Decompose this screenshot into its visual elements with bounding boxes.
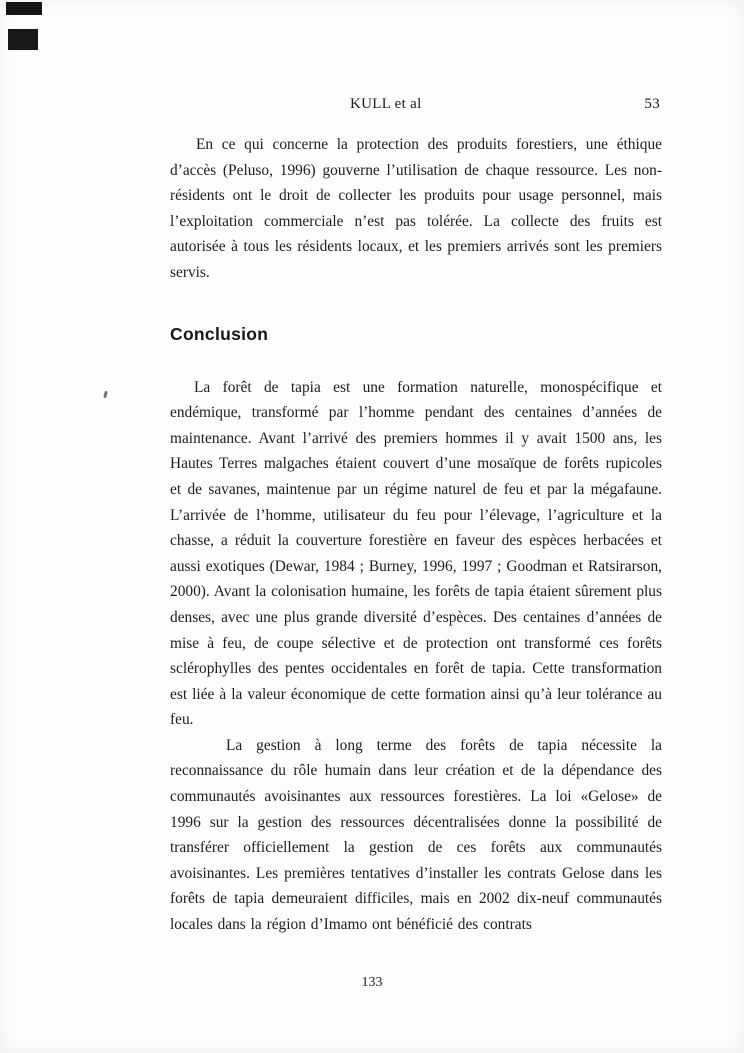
- paragraph-conclusion-2: La gestion à long terme des forêts de tapia nécessite la reconnaissance du rôle humain dans leur création et de la dépendance des communautés avoisinantes aux ressources forestières. La loi «Gelose» de 1996 sur la gestion des ressources décentralisées donne la possibilité de transférer officiellement la gestion de ces forêts aux communautés avoisinantes. Les premières tentatives d’installer les contrats Gelose dans les forêts de tapia demeuraient difficiles, mais en 2002 dix-neuf communautés locales dans la région d’Imamo ont bénéficié des contrats: [170, 736, 662, 934]
- scan-artifact-mark: [6, 2, 42, 15]
- page-body: [170, 132, 662, 938]
- paragraph-conclusion-1: La forêt de tapia est une formation naturelle, monospécifique et endémique, transformé par l’homme pendant des centaines d’années de maintenance. Avant l’arrivé des premiers hommes il y avait 1500 ans, les Hautes Terres malgaches étaient couvert d’une mosaïque de forêts rupicoles et de savanes, maintenue par un régime naturel de feu et par la mégafaune. L’arrivée de l’homme, utilisateur du feu pour l’élevage, l’agriculture et la chasse, a réduit la couverture forestière en faveur des espèces herbacées et aussi exotiques (Dewar, 1984 ; Burney, 1996, 1997 ; Goodman et Ratsirarson, 2000). Avant la colonisation humaine, les forêts de tapia étaient sûrement plus denses, avec une plus grande diversité d’espèces. Des centaines d’années de mise à feu, de coupe sélective et de protection ont transformé ces forêts sclérophylles des pentes occidentales en forêt de tapia. Cette transformation est liée à la valeur économique de cette formation ainsi qu’à leur tolérance au feu.: [170, 378, 662, 729]
- running-title: KULL et al: [350, 96, 422, 112]
- footer-page-number: 133: [361, 975, 383, 990]
- header-page-number: 53: [644, 96, 660, 112]
- section-heading-conclusion: Conclusion: [170, 323, 269, 344]
- scan-artifact-speck: [103, 391, 108, 399]
- scan-artifact-mark: [8, 29, 38, 50]
- paragraph-access-ethic: En ce qui concerne la protection des produits forestiers, une éthique d’accès (Peluso, 1996) gouverne l’utilisation de chaque ressource. Les non-résidents ont le droit de collecter les produits pour usage personnel, mais l’exploitation commerciale n’est pas tolérée. La collecte des fruits est autorisée à tous les résidents locaux, et les premiers arrivés sont les premiers servis.: [170, 136, 662, 281]
